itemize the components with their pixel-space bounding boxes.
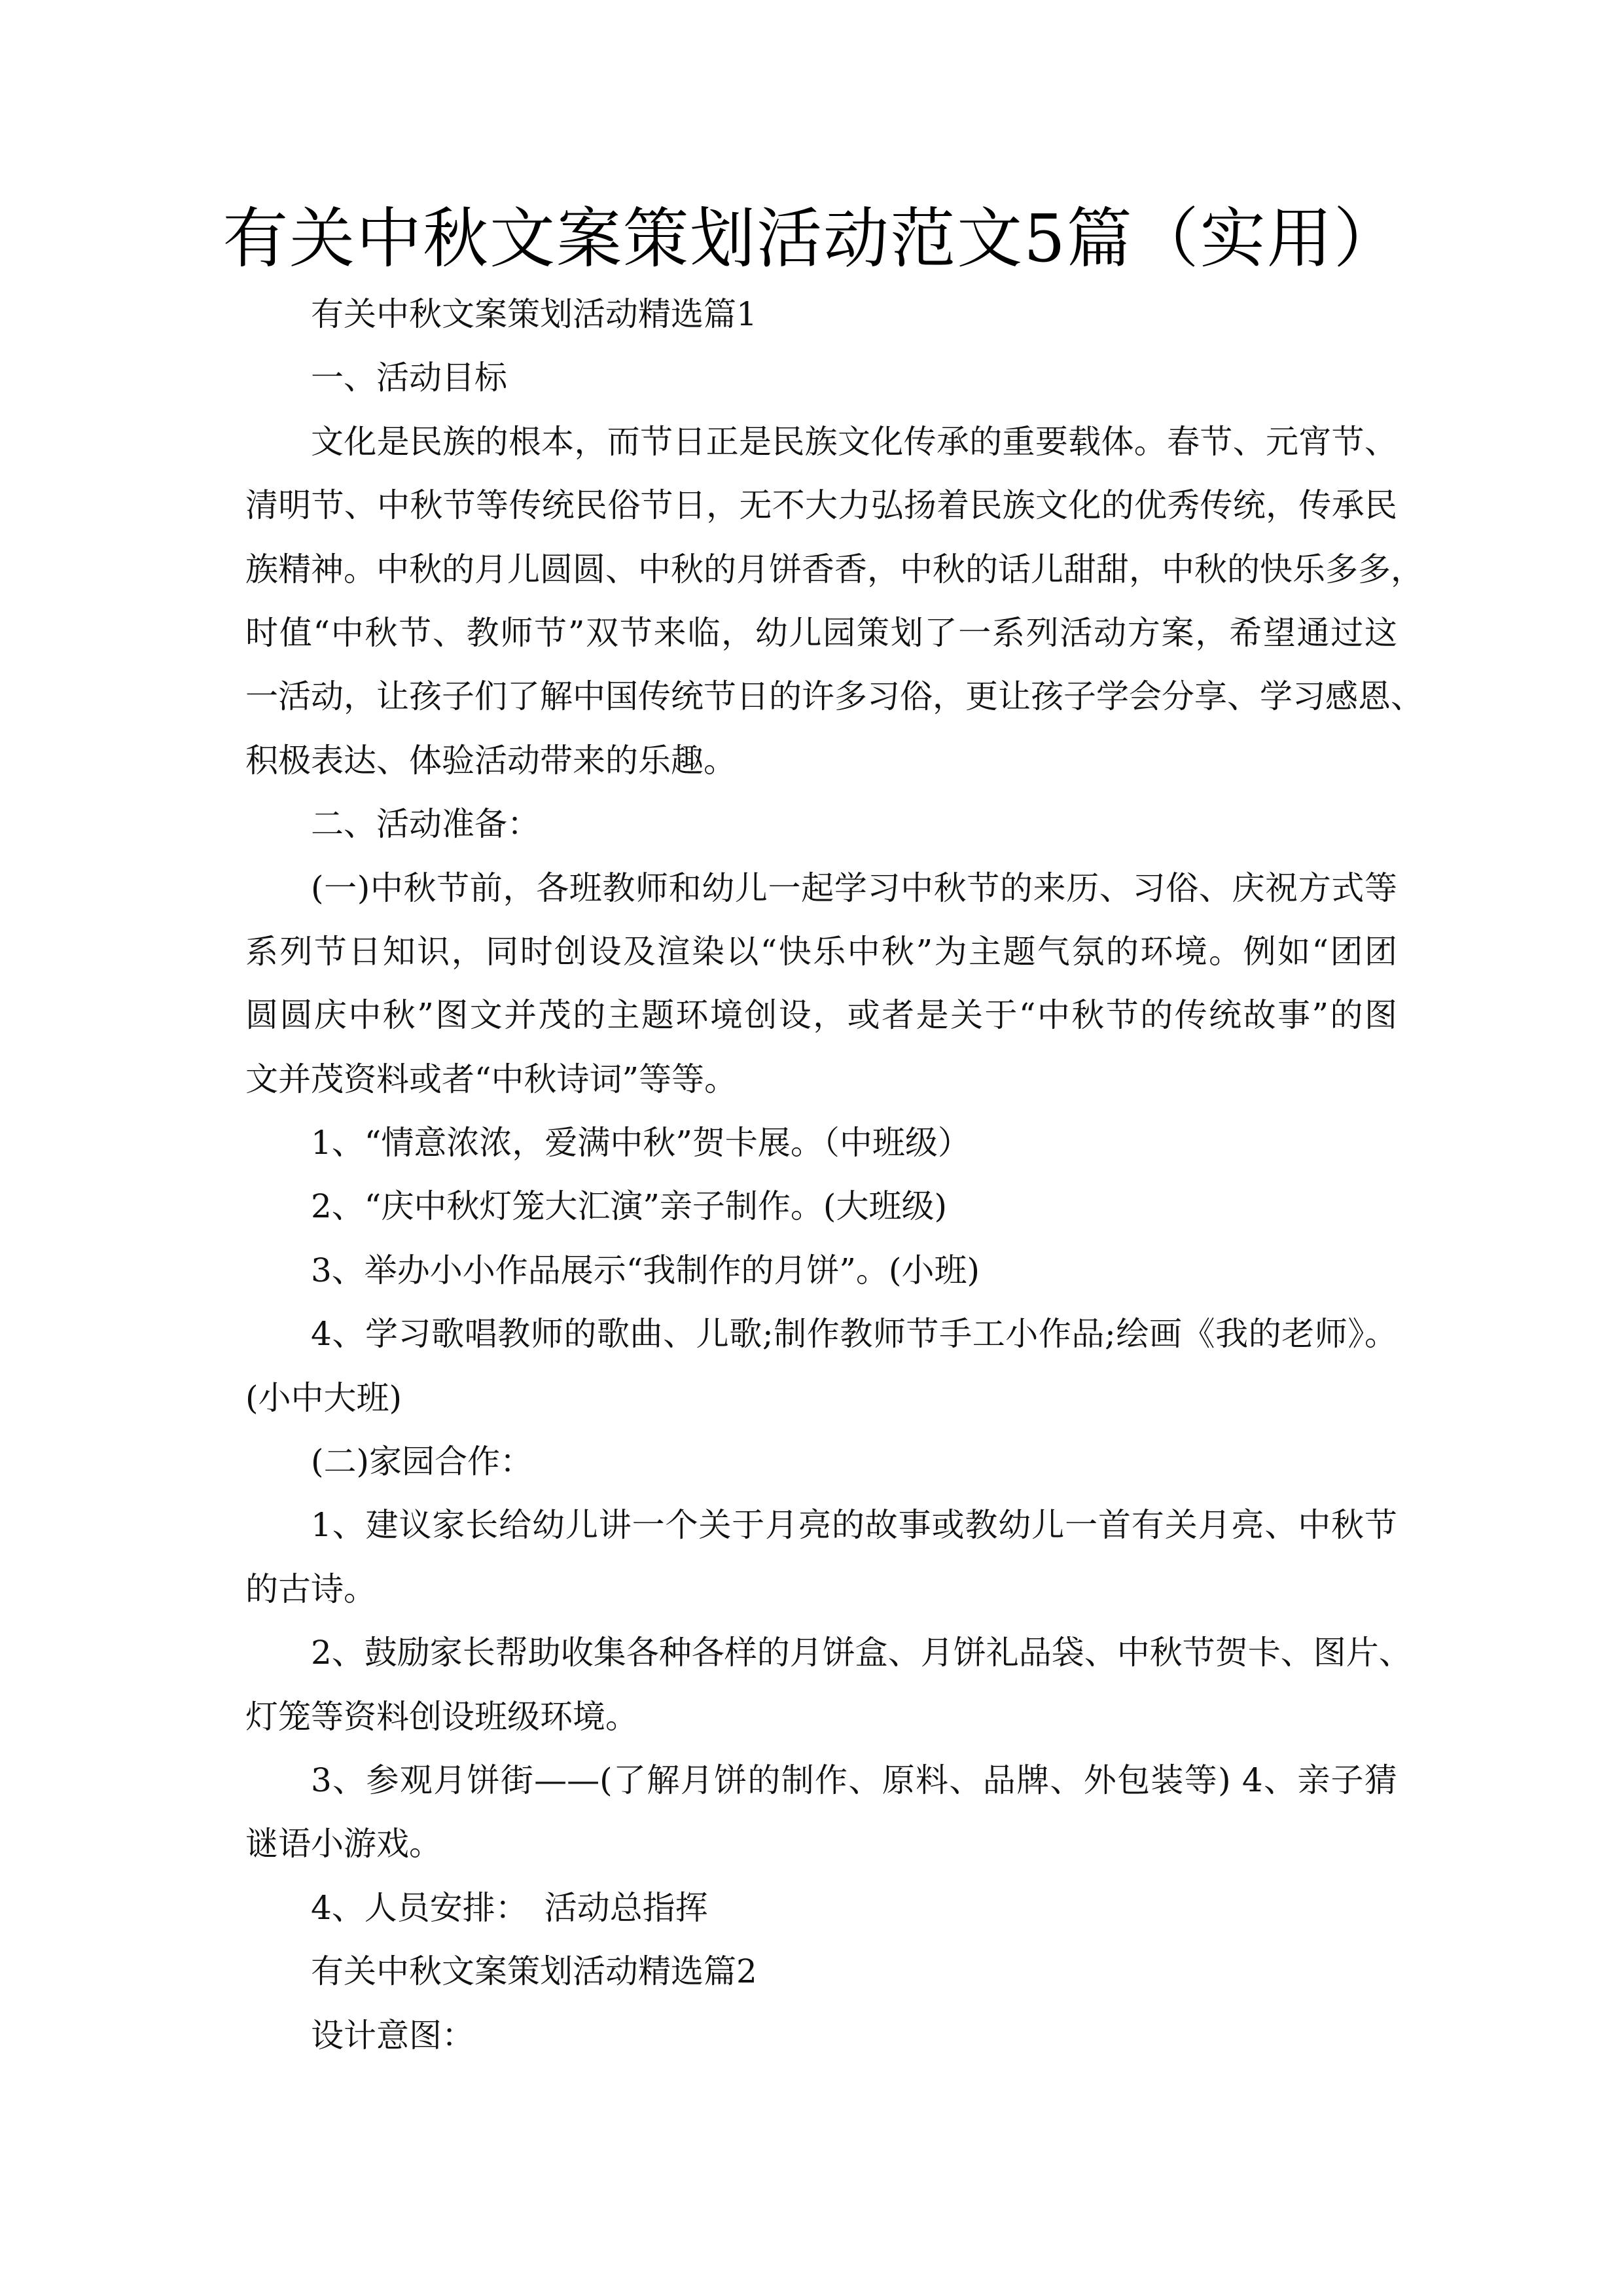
- text-line: 二、活动准备：: [311, 805, 540, 844]
- text-line: 族精神。中秋的月儿圆圆、中秋的月饼香香，中秋的话儿甜甜，中秋的快乐多多，: [245, 550, 1423, 588]
- text-line: 圆圆庆中秋”图文并茂的主题环境创设，或者是关于“中秋节的传统故事”的图: [245, 996, 1397, 1035]
- text-line: (二)家园合作：: [311, 1443, 533, 1481]
- text-line: 清明节、中秋节等传统民俗节日，无不大力弘扬着民族文化的优秀传统，传承民: [245, 486, 1397, 525]
- document-title: 有关中秋文案策划活动范文5篇（实用）: [223, 200, 1400, 277]
- text-line: 2、鼓励家长帮助收集各种各样的月饼盒、月饼礼品袋、中秋节贺卡、图片、: [311, 1634, 1412, 1672]
- text-line: 2、“庆中秋灯笼大汇演”亲子制作。(大班级): [311, 1187, 947, 1226]
- text-line: 有关中秋文案策划活动精选篇1: [311, 295, 757, 333]
- text-line: (小中大班): [245, 1378, 402, 1417]
- text-line: 谜语小游戏。: [245, 1825, 442, 1863]
- text-line: 一、活动目标: [311, 359, 507, 397]
- text-line: (一)中秋节前，各班教师和幼儿一起学习中秋节的来历、习俗、庆祝方式等: [311, 869, 1397, 907]
- text-line: 3、参观月饼街——(了解月饼的制作、原料、品牌、外包装等) 4、亲子猜: [311, 1761, 1397, 1799]
- text-line: 4、学习歌唱教师的歌曲、儿歌;制作教师节手工小作品;绘画《我的老师》。: [311, 1315, 1397, 1354]
- text-line: 灯笼等资料创设班级环境。: [245, 1697, 638, 1736]
- text-line: 时值“中秋节、教师节”双节来临，幼儿园策划了一系列活动方案，希望通过这: [245, 613, 1397, 652]
- text-line: 有关中秋文案策划活动精选篇2: [311, 1952, 757, 1991]
- document-body: [245, 283, 1423, 2068]
- text-line: 文化是民族的根本，而节日正是民族文化传承的重要载体。春节、元宵节、: [311, 422, 1397, 461]
- text-line: 1、建议家长给幼儿讲一个关于月亮的故事或教幼儿一首有关月亮、中秋节: [311, 1506, 1397, 1545]
- text-line: 设计意图：: [311, 2016, 474, 2054]
- text-line: 积极表达、体验活动带来的乐趣。: [245, 741, 736, 780]
- text-line: 系列节日知识，同时创设及渲染以“快乐中秋”为主题气氛的环境。例如“团团: [245, 932, 1397, 971]
- text-line: 4、人员安排： 活动总指挥: [311, 1888, 708, 1927]
- text-line: 一活动，让孩子们了解中国传统节日的许多习俗，更让孩子学会分享、学习感恩、: [245, 677, 1423, 716]
- text-line: 3、举办小小作品展示“我制作的月饼”。(小班): [311, 1251, 980, 1289]
- text-line: 1、“情意浓浓，爱满中秋”贺卡展。（中班级）: [311, 1124, 971, 1162]
- text-line: 文并茂资料或者“中秋诗词”等等。: [245, 1060, 738, 1098]
- text-line: 的古诗。: [245, 1570, 376, 1608]
